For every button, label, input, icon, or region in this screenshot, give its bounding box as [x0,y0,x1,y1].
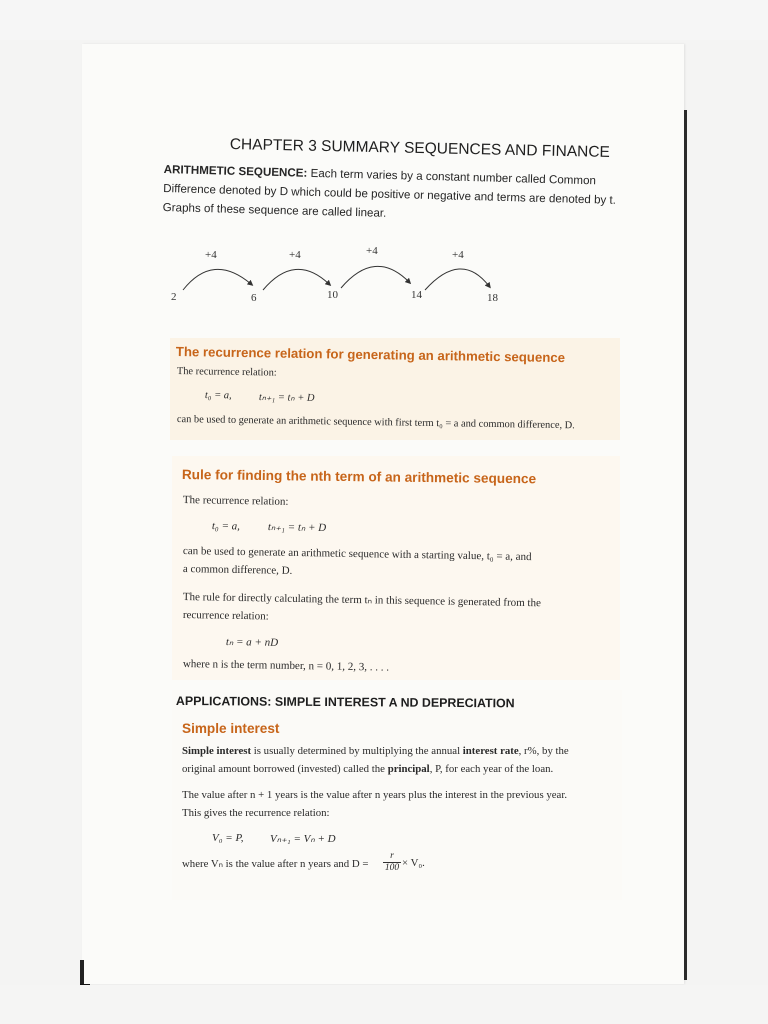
rule-heading: Rule for finding the nth term of an arithmetic sequence [181,467,537,487]
interest-formula-initial: V₀ = P, [212,832,244,844]
rule-line-2: a common difference, D. [182,563,293,577]
intro-label: ARITHMETIC SEQUENCE: [163,162,308,180]
interest-paragraph-line-4: This gives the recurrence relation: [182,807,330,819]
rule-line-3: The rule for directly calculating the term tₙ in this sequence is generated from the [182,590,542,610]
interest-text-d: , P, for each year of the loan. [429,763,554,775]
rule-where: where n is the term number, n = 0, 1, 2, 3, . . . . [182,658,390,674]
interest-text-b: , r%, by the [518,745,569,757]
intro-text: Each term varies by a constant number called Common Difference denoted by D which could be positive or negative and terms are denoted by t. Graphs of these sequence are called linear. [162,166,617,220]
interest-text-a: is usually determined by multiplying the annual [251,745,463,757]
fraction-numerator: r [383,851,401,863]
term-label: 6 [251,292,257,304]
principal-term: principal [387,763,430,775]
term-label: 14 [411,289,422,301]
term-label: 10 [327,289,338,301]
interest-where: where Vₙ is the value after n years and D = [182,858,369,870]
recurrence-heading: The recurrence relation for generating an arithmetic sequence [175,344,566,366]
recurrence-formula-initial: t₀ = a, [204,390,232,402]
interest-paragraph-line-2 [182,763,553,775]
interest-fraction [383,851,401,874]
interest-rate-term: interest rate [462,745,519,757]
rule-formula-next: tₙ₊₁ = tₙ + D [267,520,327,535]
step-arrow [263,269,329,290]
intro-paragraph [163,160,624,229]
step-label: +4 [366,245,378,257]
page-edge-right [684,110,687,980]
step-arrow [341,266,409,288]
rule-formula-nth: tₙ = a + nD [225,635,279,649]
interest-where-end: × V₀. [402,857,425,869]
simple-interest-heading: Simple interest [182,721,280,736]
interest-text-c: original amount borrowed (invested) called the [182,763,388,775]
recurrence-intro: The recurrence relation: [176,366,277,379]
rule-formula-initial: t₀ = a, [211,520,241,533]
recurrence-description: can be used to generate an arithmetic sequence with first term t₀ = a and common difference, D. [176,414,575,432]
term-label: 18 [487,292,498,304]
step-arrow [183,269,251,290]
rule-line-1: can be used to generate an arithmetic sequence with a starting value, t₀ = a, and [182,545,532,564]
fraction-denominator: 100 [384,863,400,873]
background-top [0,0,768,40]
simple-interest-term: Simple interest [182,745,252,757]
step-label: +4 [452,249,464,261]
step-label: +4 [205,249,217,261]
step-arrow [425,269,489,290]
rule-line-4: recurrence relation: [182,609,269,623]
page-title: CHAPTER 3 SUMMARY SEQUENCES AND FINANCE [229,136,611,161]
interest-paragraph-line-3: The value after n + 1 years is the value after n years plus the interest in the previous year. [182,789,568,801]
term-label: 2 [171,291,177,303]
background-bottom [0,985,768,1024]
interest-paragraph-line-1 [182,745,569,757]
sequence-diagram [165,240,515,310]
rule-intro: The recurrence relation: [182,494,289,508]
step-label: +4 [289,249,301,261]
applications-heading: APPLICATIONS: SIMPLE INTEREST A ND DEPRECIATION [175,694,515,711]
interest-formula-next: Vₙ₊₁ = Vₙ + D [270,833,336,845]
page-edge-left [80,960,84,986]
recurrence-formula-next: tₙ₊₁ = tₙ + D [258,391,315,404]
